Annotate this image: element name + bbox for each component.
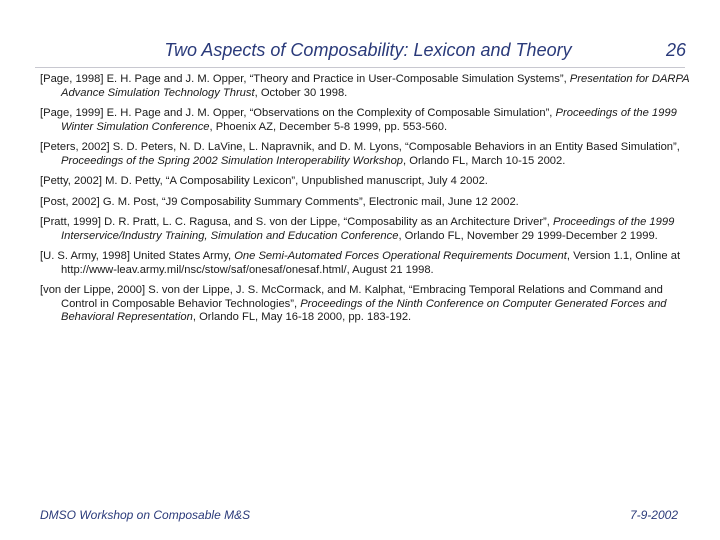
reference-tag: [U. S. Army, 1998] [40,250,130,262]
reference-item [40,107,700,134]
footer-date: 7-9-2002 [629,508,678,522]
reference-tag: [Page, 1998] [40,73,104,85]
reference-item [40,196,700,210]
reference-authors: E. H. Page and J. M. Opper, “Observations on the Complexity of Composable Simulation”, [106,107,553,119]
reference-item [40,216,700,243]
reference-authors: D. R. Pratt, L. C. Ragusa, and S. von der Lippe, “Composability as an Architecture Driver”, [104,216,550,228]
footer-event: DMSO Workshop on Composable M&S [40,508,251,522]
reference-venue: One Semi-Automated Forces Operational Requirements Document [234,250,567,262]
reference-authors: G. M. Post, “J9 Composability Summary Comments”, Electronic mail, June 12 2002. [102,195,519,208]
reference-tag: [Petty, 2002] [40,175,102,187]
reference-tail: , Orlando FL, May 16-18 2000, pp. 183-192. [192,311,412,323]
reference-tail: , Orlando FL, November 29 1999-December 2 1999. [398,229,658,242]
slide-number: 26 [665,40,686,60]
reference-item [40,284,700,325]
reference-authors: United States Army, [133,250,232,262]
slide-title: Two Aspects of Composability: Lexicon and Theory [164,40,572,60]
reference-venue: Presentation for DARPA Advance Simulation Technology Thrust [61,73,690,99]
reference-venue: Proceedings of the 1999 Interservice/Industry Training, Simulation and Education Conference [61,216,675,242]
reference-authors: S. D. Peters, N. D. LaVine, L. Napravnik, and D. M. Lyons, “Composable Behaviors in an Entity Based Simulation”, [112,141,680,153]
slide-header [0,0,720,68]
reference-tail: , Orlando FL, March 10-15 2002. [403,154,566,167]
reference-list [40,73,700,332]
reference-tag: [Peters, 2002] [40,141,110,153]
reference-tag: [Post, 2002] [40,195,100,208]
reference-tag: [Page, 1999] [40,107,104,119]
reference-tail: , Version 1.1, Online at http://www-leav.army.mil/nsc/stow/saf/onesaf/onesaf.html/, August 21 1998. [61,250,681,276]
reference-venue: Proceedings of the 1999 Winter Simulation Conference [61,107,677,133]
reference-venue: Proceedings of the Spring 2002 Simulation Interoperability Workshop [61,154,404,167]
reference-venue: Proceedings of the Ninth Conference on Computer Generated Forces and Behavioral Representation [61,297,667,323]
reference-authors: M. D. Petty, “A Composability Lexicon”, Unpublished manuscript, July 4 2002. [105,175,488,187]
reference-item [40,73,700,100]
reference-item [40,141,700,168]
reference-tail: , Phoenix AZ, December 5-8 1999, pp. 553-560. [209,120,448,133]
reference-authors: E. H. Page and J. M. Opper, “Theory and Practice in User-Composable Simulation Systems”, [106,73,567,85]
reference-item [40,250,700,277]
reference-item [40,175,700,189]
title-divider [35,67,685,68]
reference-authors: S. von der Lippe, J. S. McCormack, and M. Kalphat, “Embracing Temporal Relations and Command and Control in Composable Behavior Technologies”, [61,284,663,310]
reference-tag: [von der Lippe, 2000] [40,284,146,296]
reference-tag: [Pratt, 1999] [40,216,101,228]
reference-tail: , October 30 1998. [254,86,348,99]
